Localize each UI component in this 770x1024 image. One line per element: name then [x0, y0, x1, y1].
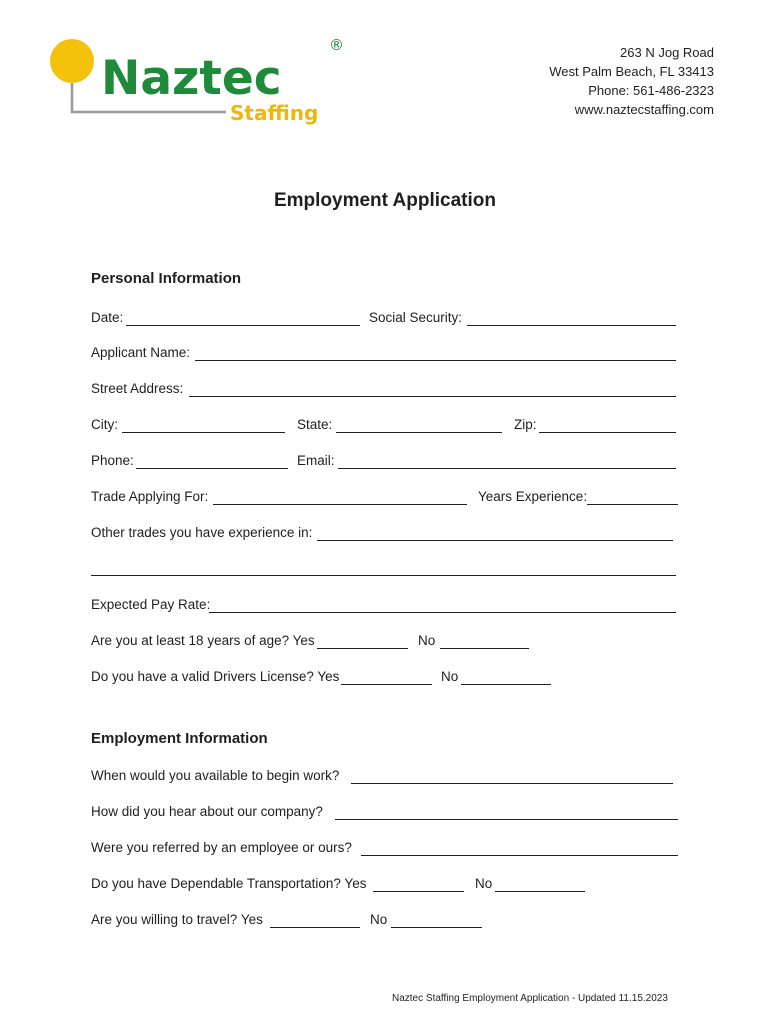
- trade-label: Trade Applying For:: [91, 489, 209, 504]
- date-field[interactable]: [126, 308, 360, 326]
- pay-rate-field[interactable]: [209, 595, 676, 613]
- employment-info-heading: Employment Information: [91, 730, 268, 747]
- other-trades-field-2[interactable]: [91, 558, 676, 576]
- zip-field[interactable]: [539, 415, 676, 433]
- naztec-logo: [48, 32, 348, 128]
- street-address-field[interactable]: [189, 379, 676, 397]
- address-street: 263 N Jog Road: [620, 45, 714, 60]
- referred-label: Were you referred by an employee or ours?: [91, 840, 352, 855]
- hear-about-field[interactable]: [335, 802, 678, 820]
- applicant-name-label: Applicant Name:: [91, 345, 191, 360]
- address-website: www.naztecstaffing.com: [574, 102, 714, 117]
- years-experience-field[interactable]: [587, 487, 678, 505]
- travel-no-field[interactable]: [391, 910, 482, 928]
- email-field[interactable]: [338, 451, 676, 469]
- city-field[interactable]: [122, 415, 285, 433]
- state-label: State:: [297, 417, 333, 432]
- logo-sub-text: Staffing: [230, 101, 319, 125]
- applicant-name-field[interactable]: [195, 343, 676, 361]
- travel-no-label: No: [370, 912, 388, 927]
- travel-yes-field[interactable]: [270, 910, 360, 928]
- date-label: Date:: [91, 310, 124, 325]
- company-address: [454, 43, 714, 119]
- pay-rate-label: Expected Pay Rate:: [91, 597, 211, 612]
- hear-about-label: How did you hear about our company?: [91, 804, 323, 819]
- license-no-field[interactable]: [461, 667, 551, 685]
- license-no-label: No: [441, 669, 459, 684]
- referred-field[interactable]: [361, 838, 678, 856]
- transportation-yes-field[interactable]: [373, 874, 464, 892]
- logo-yellow-dot: [50, 39, 94, 83]
- age-no-label: No: [418, 633, 436, 648]
- state-field[interactable]: [336, 415, 502, 433]
- begin-work-label: When would you available to begin work?: [91, 768, 340, 783]
- begin-work-field[interactable]: [351, 766, 673, 784]
- age-yes-field[interactable]: [317, 631, 408, 649]
- phone-field[interactable]: [136, 451, 288, 469]
- zip-label: Zip:: [514, 417, 537, 432]
- age-no-field[interactable]: [440, 631, 529, 649]
- transportation-no-label: No: [475, 876, 493, 891]
- transportation-no-field[interactable]: [495, 874, 585, 892]
- email-label: Email:: [297, 453, 335, 468]
- other-trades-field[interactable]: [317, 523, 673, 541]
- other-trades-label: Other trades you have experience in:: [91, 525, 313, 540]
- license-question-label: Do you have a valid Drivers License? Yes: [91, 669, 340, 684]
- page-footer: Naztec Staffing Employment Application - Updated 11.15.2023: [392, 993, 668, 1004]
- transportation-question-label: Do you have Dependable Transportation? Yes: [91, 876, 367, 891]
- ssn-label: Social Security:: [369, 310, 463, 325]
- phone-label: Phone:: [91, 453, 134, 468]
- address-city: West Palm Beach, FL 33413: [549, 64, 714, 79]
- license-yes-field[interactable]: [341, 667, 432, 685]
- trade-field[interactable]: [213, 487, 467, 505]
- logo-graphic: [48, 32, 348, 128]
- age-question-label: Are you at least 18 years of age? Yes: [91, 633, 315, 648]
- city-label: City:: [91, 417, 118, 432]
- personal-info-heading: Personal Information: [91, 270, 242, 287]
- ssn-field[interactable]: [467, 308, 676, 326]
- logo-brand-text: Naztec: [101, 51, 282, 106]
- travel-question-label: Are you willing to travel? Yes: [91, 912, 263, 927]
- address-phone: Phone: 561-486-2323: [588, 83, 714, 98]
- years-experience-label: Years Experience:: [478, 489, 588, 504]
- street-address-label: Street Address:: [91, 381, 184, 396]
- page-title: Employment Application: [273, 190, 497, 211]
- registered-mark: ®: [329, 36, 344, 54]
